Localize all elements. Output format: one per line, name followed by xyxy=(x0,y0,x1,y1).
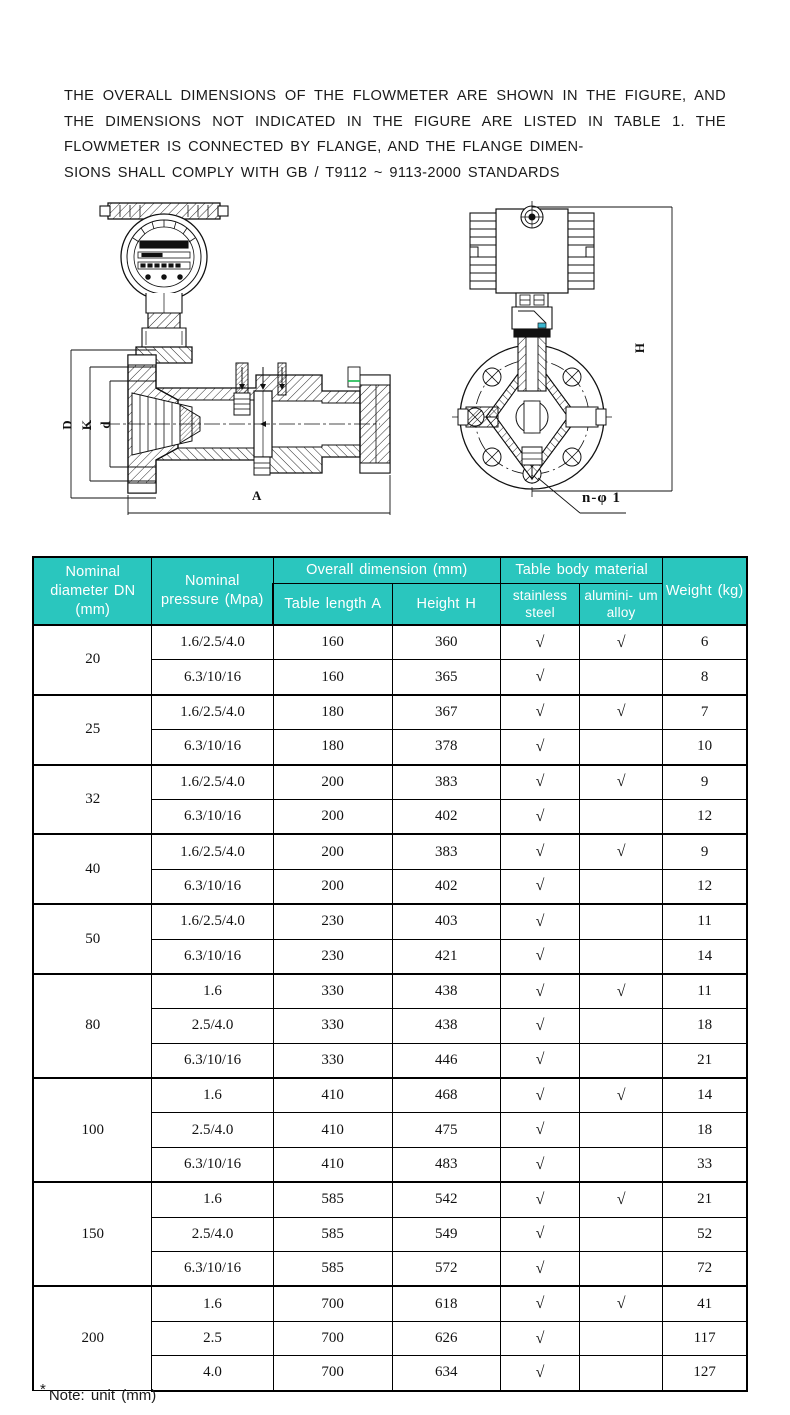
cell-table-length: 410 xyxy=(273,1147,392,1182)
cell-height: 438 xyxy=(392,974,500,1009)
table-row xyxy=(33,765,747,800)
cell-weight: 18 xyxy=(663,1009,747,1043)
flowmeter-front-view-drawing xyxy=(430,195,750,530)
cell-nominal-diameter: 20 xyxy=(33,625,152,695)
cell-stainless-steel: √ xyxy=(501,1252,580,1287)
footnote-text: Note: unit (mm) xyxy=(48,1387,157,1404)
header-table-body-material: Table body material xyxy=(501,557,663,584)
cell-stainless-steel: √ xyxy=(501,730,580,765)
cell-stainless-steel: √ xyxy=(501,765,580,800)
cell-aluminium-alloy xyxy=(580,1043,663,1078)
cell-aluminium-alloy xyxy=(580,799,663,834)
cell-nominal-diameter: 40 xyxy=(33,834,152,904)
header-nominal-diameter: Nominal diameter DN (mm) xyxy=(33,557,152,625)
dimension-label-D: D xyxy=(59,420,75,430)
cell-height: 572 xyxy=(392,1252,500,1287)
cell-weight: 14 xyxy=(663,1078,747,1113)
cell-weight: 9 xyxy=(663,765,747,800)
cell-nominal-pressure: 2.5/4.0 xyxy=(152,1217,273,1251)
header-overall-dimension: Overall dimension (mm) xyxy=(273,557,500,584)
cell-height: 475 xyxy=(392,1113,500,1147)
table-row xyxy=(33,1182,747,1217)
header-height: Height H xyxy=(392,584,500,626)
cell-table-length: 585 xyxy=(273,1252,392,1287)
cell-nominal-pressure: 2.5/4.0 xyxy=(152,1009,273,1043)
cell-stainless-steel: √ xyxy=(501,695,580,730)
cell-nominal-pressure: 1.6 xyxy=(152,974,273,1009)
cell-nominal-diameter: 50 xyxy=(33,904,152,974)
cell-height: 483 xyxy=(392,1147,500,1182)
cell-stainless-steel: √ xyxy=(501,660,580,695)
table-row xyxy=(33,834,747,869)
cell-aluminium-alloy xyxy=(580,904,663,939)
cell-height: 402 xyxy=(392,869,500,904)
cell-stainless-steel: √ xyxy=(501,1321,580,1355)
cell-table-length: 160 xyxy=(273,660,392,695)
cell-table-length: 330 xyxy=(273,974,392,1009)
cell-height: 634 xyxy=(392,1356,500,1391)
cell-stainless-steel: √ xyxy=(501,1113,580,1147)
cell-nominal-diameter: 150 xyxy=(33,1182,152,1286)
cell-weight: 6 xyxy=(663,625,747,660)
cell-table-length: 180 xyxy=(273,695,392,730)
cell-aluminium-alloy xyxy=(580,1356,663,1391)
cell-table-length: 410 xyxy=(273,1078,392,1113)
cell-stainless-steel: √ xyxy=(501,1078,580,1113)
cell-stainless-steel: √ xyxy=(501,1043,580,1078)
dimension-label-H: H xyxy=(632,342,648,354)
cell-table-length: 700 xyxy=(273,1356,392,1391)
cell-nominal-pressure: 6.3/10/16 xyxy=(152,660,273,695)
cell-height: 626 xyxy=(392,1321,500,1355)
cell-height: 378 xyxy=(392,730,500,765)
cell-weight: 11 xyxy=(663,904,747,939)
header-nominal-pressure: Nominal pressure (Mpa) xyxy=(152,557,273,625)
cell-stainless-steel: √ xyxy=(501,974,580,1009)
table-body xyxy=(33,625,747,1391)
intro-line-2: AND THE DIMENSIONS NOT INDICATED IN THE FIGURE ARE LISTED IN TABLE xyxy=(64,88,726,130)
cell-table-length: 230 xyxy=(273,904,392,939)
cell-height: 542 xyxy=(392,1182,500,1217)
cell-height: 402 xyxy=(392,799,500,834)
header-table-length: Table length A xyxy=(273,584,392,626)
cell-weight: 127 xyxy=(663,1356,747,1391)
cell-height: 383 xyxy=(392,765,500,800)
cell-weight: 9 xyxy=(663,834,747,869)
cell-nominal-pressure: 1.6/2.5/4.0 xyxy=(152,834,273,869)
cell-aluminium-alloy xyxy=(580,1009,663,1043)
cell-nominal-pressure: 2.5/4.0 xyxy=(152,1113,273,1147)
cell-table-length: 200 xyxy=(273,834,392,869)
cell-nominal-pressure: 4.0 xyxy=(152,1356,273,1391)
cell-nominal-pressure: 2.5 xyxy=(152,1321,273,1355)
cell-weight: 72 xyxy=(663,1252,747,1287)
cell-nominal-pressure: 1.6 xyxy=(152,1078,273,1113)
cell-table-length: 180 xyxy=(273,730,392,765)
cell-nominal-pressure: 1.6/2.5/4.0 xyxy=(152,904,273,939)
dimension-label-d: d xyxy=(97,421,113,429)
cell-table-length: 200 xyxy=(273,869,392,904)
cell-height: 367 xyxy=(392,695,500,730)
cell-weight: 12 xyxy=(663,799,747,834)
cell-aluminium-alloy xyxy=(580,730,663,765)
footnote-asterisk: * xyxy=(40,1381,46,1398)
cell-aluminium-alloy xyxy=(580,1147,663,1182)
cell-weight: 52 xyxy=(663,1217,747,1251)
cell-stainless-steel: √ xyxy=(501,1356,580,1391)
cell-weight: 21 xyxy=(663,1043,747,1078)
intro-line-3: 1. THE FLOWMETER IS CONNECTED BY FLANGE, AND THE FLANGE DIMEN- xyxy=(64,113,727,155)
cell-table-length: 585 xyxy=(273,1217,392,1251)
cell-table-length: 585 xyxy=(273,1182,392,1217)
cell-nominal-pressure: 6.3/10/16 xyxy=(152,869,273,904)
cell-aluminium-alloy xyxy=(580,869,663,904)
cell-stainless-steel: √ xyxy=(501,904,580,939)
table-header xyxy=(33,557,747,625)
cell-stainless-steel: √ xyxy=(501,939,580,974)
intro-paragraph xyxy=(64,84,726,186)
cell-aluminium-alloy: √ xyxy=(580,974,663,1009)
cell-height: 421 xyxy=(392,939,500,974)
cell-height: 618 xyxy=(392,1286,500,1321)
cell-table-length: 160 xyxy=(273,625,392,660)
cell-table-length: 330 xyxy=(273,1043,392,1078)
cell-aluminium-alloy: √ xyxy=(580,834,663,869)
cell-height: 383 xyxy=(392,834,500,869)
cell-nominal-pressure: 6.3/10/16 xyxy=(152,1147,273,1182)
cell-weight: 8 xyxy=(663,660,747,695)
cell-aluminium-alloy xyxy=(580,1113,663,1147)
cell-aluminium-alloy xyxy=(580,660,663,695)
cell-nominal-pressure: 1.6/2.5/4.0 xyxy=(152,765,273,800)
cell-nominal-diameter: 32 xyxy=(33,765,152,835)
cell-aluminium-alloy xyxy=(580,939,663,974)
cell-table-length: 330 xyxy=(273,1009,392,1043)
cell-aluminium-alloy: √ xyxy=(580,1182,663,1217)
cell-nominal-pressure: 1.6/2.5/4.0 xyxy=(152,625,273,660)
cell-nominal-diameter: 80 xyxy=(33,974,152,1078)
cell-aluminium-alloy xyxy=(580,1217,663,1251)
cell-table-length: 700 xyxy=(273,1321,392,1355)
cell-weight: 14 xyxy=(663,939,747,974)
cell-stainless-steel: √ xyxy=(501,869,580,904)
header-weight: Weight (kg) xyxy=(663,557,747,625)
intro-line-4: SIONS SHALL COMPLY WITH GB / T9112 ~ 9113-2000 STANDARDS xyxy=(64,164,560,181)
cell-table-length: 200 xyxy=(273,799,392,834)
header-aluminium-alloy: alumini- um alloy xyxy=(580,584,663,626)
cell-weight: 12 xyxy=(663,869,747,904)
cell-height: 438 xyxy=(392,1009,500,1043)
cell-stainless-steel: √ xyxy=(501,799,580,834)
table-row xyxy=(33,1078,747,1113)
cell-weight: 7 xyxy=(663,695,747,730)
cell-nominal-diameter: 200 xyxy=(33,1286,152,1390)
table-row xyxy=(33,974,747,1009)
cell-height: 468 xyxy=(392,1078,500,1113)
cell-height: 549 xyxy=(392,1217,500,1251)
cell-stainless-steel: √ xyxy=(501,625,580,660)
table-row xyxy=(33,1286,747,1321)
cell-weight: 18 xyxy=(663,1113,747,1147)
cell-weight: 10 xyxy=(663,730,747,765)
dimension-label-A: A xyxy=(252,488,262,503)
cell-height: 365 xyxy=(392,660,500,695)
flowmeter-specification-table xyxy=(32,556,748,1392)
cell-table-length: 230 xyxy=(273,939,392,974)
cell-nominal-pressure: 1.6 xyxy=(152,1182,273,1217)
cell-nominal-pressure: 1.6 xyxy=(152,1286,273,1321)
intro-line-1: THE OVERALL DIMENSIONS OF THE FLOWMETER ARE SHOWN IN THE FIGURE, xyxy=(64,88,687,104)
cell-weight: 21 xyxy=(663,1182,747,1217)
flowmeter-side-section-drawing xyxy=(60,195,410,530)
cell-height: 360 xyxy=(392,625,500,660)
dimension-label-K: K xyxy=(79,419,95,431)
cell-aluminium-alloy: √ xyxy=(580,1286,663,1321)
cell-height: 403 xyxy=(392,904,500,939)
cell-table-length: 410 xyxy=(273,1113,392,1147)
cell-nominal-pressure: 6.3/10/16 xyxy=(152,939,273,974)
cell-stainless-steel: √ xyxy=(501,1147,580,1182)
cell-nominal-pressure: 6.3/10/16 xyxy=(152,730,273,765)
cell-aluminium-alloy: √ xyxy=(580,765,663,800)
cell-weight: 41 xyxy=(663,1286,747,1321)
cell-aluminium-alloy xyxy=(580,1321,663,1355)
bolt-hole-callout: n-φ 1 xyxy=(582,490,621,506)
cell-nominal-diameter: 100 xyxy=(33,1078,152,1182)
cell-stainless-steel: √ xyxy=(501,1182,580,1217)
cell-nominal-diameter: 25 xyxy=(33,695,152,765)
table-row xyxy=(33,695,747,730)
cell-weight: 117 xyxy=(663,1321,747,1355)
cell-nominal-pressure: 6.3/10/16 xyxy=(152,799,273,834)
cell-nominal-pressure: 6.3/10/16 xyxy=(152,1252,273,1287)
cell-weight: 33 xyxy=(663,1147,747,1182)
cell-stainless-steel: √ xyxy=(501,1217,580,1251)
cell-weight: 11 xyxy=(663,974,747,1009)
cell-nominal-pressure: 6.3/10/16 xyxy=(152,1043,273,1078)
cell-stainless-steel: √ xyxy=(501,1009,580,1043)
table-row xyxy=(33,625,747,660)
footnote xyxy=(40,1381,156,1404)
cell-table-length: 700 xyxy=(273,1286,392,1321)
cell-table-length: 200 xyxy=(273,765,392,800)
technical-drawings xyxy=(0,195,790,540)
cell-aluminium-alloy: √ xyxy=(580,695,663,730)
cell-aluminium-alloy: √ xyxy=(580,625,663,660)
cell-stainless-steel: √ xyxy=(501,834,580,869)
table-row xyxy=(33,904,747,939)
header-stainless-steel: stainless steel xyxy=(501,584,580,626)
cell-aluminium-alloy xyxy=(580,1252,663,1287)
cell-nominal-pressure: 1.6/2.5/4.0 xyxy=(152,695,273,730)
cell-aluminium-alloy: √ xyxy=(580,1078,663,1113)
cell-stainless-steel: √ xyxy=(501,1286,580,1321)
cell-height: 446 xyxy=(392,1043,500,1078)
